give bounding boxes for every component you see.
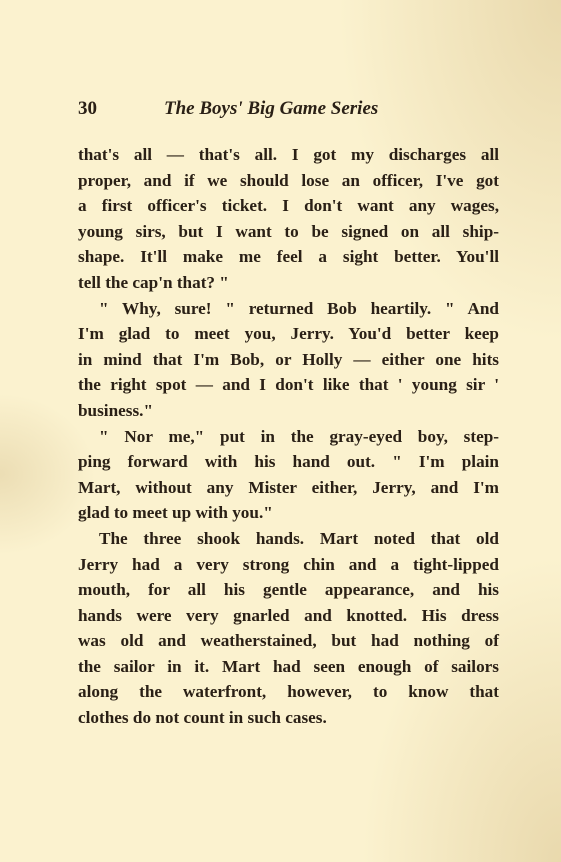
text-line: shape. It'll make me feel a sight better. You'll xyxy=(78,247,499,267)
text-line: mouth, for all his gentle appearance, and his xyxy=(78,580,499,600)
body-text xyxy=(78,142,499,731)
text-line: in mind that I'm Bob, or Holly — either one hits xyxy=(78,349,499,369)
text-line: glad to meet up with you." xyxy=(78,503,273,523)
page-number: 30 xyxy=(78,98,97,119)
text-line: I'm glad to meet you, Jerry. You'd better keep xyxy=(78,324,499,344)
text-line: " Nor me," put in the gray-eyed boy, step- xyxy=(99,426,499,446)
text-line: the sailor in it. Mart had seen enough of sailors xyxy=(78,656,499,676)
text-line: along the waterfront, however, to know that xyxy=(78,682,499,702)
text-line: business." xyxy=(78,400,153,420)
page-header xyxy=(78,98,498,124)
text-line: young sirs, but I want to be signed on all ship- xyxy=(78,221,499,241)
text-line: Mart, without any Mister either, Jerry, and I'm xyxy=(78,477,499,497)
text-line: ping forward with his hand out. " I'm plain xyxy=(78,452,499,472)
text-line: a first officer's ticket. I don't want any wages, xyxy=(78,196,499,216)
text-line: The three shook hands. Mart noted that old xyxy=(99,528,499,548)
text-line: clothes do not count in such cases. xyxy=(78,708,327,728)
text-line: the right spot — and I don't like that ' young sir ' xyxy=(78,375,499,395)
text-line: proper, and if we should lose an officer, I've got xyxy=(78,170,499,190)
text-line: was old and weatherstained, but had nothing of xyxy=(78,631,499,651)
text-line: Jerry had a very strong chin and a tight-lipped xyxy=(78,554,499,574)
text-line: " Why, sure! " returned Bob heartily. " And xyxy=(99,298,499,318)
running-title: The Boys' Big Game Series xyxy=(164,98,379,119)
text-line: hands were very gnarled and knotted. His dress xyxy=(78,605,499,625)
text-line: that's all — that's all. I got my discharges all xyxy=(78,145,499,164)
text-line: tell the cap'n that? " xyxy=(78,272,229,292)
